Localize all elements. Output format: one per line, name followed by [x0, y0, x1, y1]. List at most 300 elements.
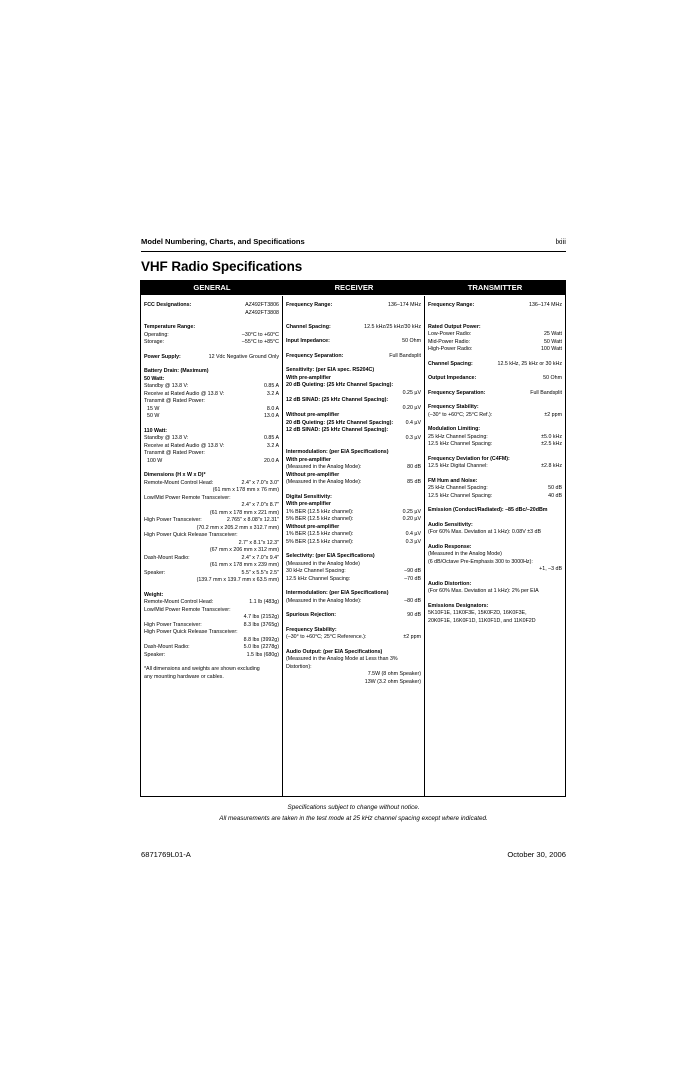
spec-value: 136–174 MHz — [388, 302, 421, 308]
spec-row — [144, 458, 279, 466]
spacer — [428, 574, 562, 581]
spec-label: 12.5 kHz Channel Spacing: — [428, 441, 493, 447]
spec-value: ±2.8 kHz — [541, 463, 562, 469]
spec-value: 7.5W (8 ohm Speaker) — [367, 671, 421, 677]
spec-row — [428, 426, 562, 434]
spec-value: 0.4 µV — [405, 419, 421, 426]
spec-row — [428, 456, 562, 464]
spec-label: Standby @ 13.8 V: — [144, 383, 189, 389]
spec-value: (61 mm x 178 mm x 221 mm) — [209, 509, 279, 516]
spec-row — [428, 507, 562, 515]
spacer — [428, 449, 562, 456]
spec-row — [286, 472, 421, 480]
spec-row — [144, 525, 279, 533]
spec-label: Transmit @ Rated Power: — [144, 450, 205, 456]
spec-label: Frequency Range: — [428, 302, 475, 308]
spec-value: ±2.5 kHz — [541, 441, 562, 447]
spacer — [286, 360, 421, 367]
spec-value: 0.25 µV — [402, 389, 421, 396]
spec-row — [428, 485, 562, 493]
spec-label: Remote-Mount Control Head: — [144, 599, 214, 605]
spec-value: Full Bandsplit — [530, 389, 562, 396]
spec-row — [428, 566, 562, 574]
spec-row — [286, 612, 421, 620]
spec-row — [144, 391, 279, 399]
spec-label: Without pre-amplifier — [286, 471, 340, 478]
spec-row — [428, 404, 562, 412]
spec-value: 0.3 µV — [405, 434, 421, 441]
spec-label: 5K10F1E, 11K0F3E, 15K0F2D, 16K0F3E, — [428, 610, 527, 616]
spec-value: –30°C to +60°C — [241, 331, 279, 338]
spec-label — [286, 435, 421, 443]
spec-value: –80 dB — [404, 597, 421, 604]
spec-label: Spurious Rejection: — [286, 612, 337, 618]
spec-label: Frequency Separation: — [428, 389, 486, 396]
page-footer — [141, 850, 566, 859]
spec-row — [286, 656, 421, 664]
spacer — [144, 421, 279, 428]
spec-value: 50 dB — [548, 485, 562, 491]
spec-row — [144, 540, 279, 548]
spec-value: 13.0 A — [263, 413, 279, 419]
spacer — [428, 397, 562, 404]
spec-row — [144, 562, 279, 570]
spec-label: 15 W — [147, 405, 160, 412]
spec-label: Remote-Mount Control Head: — [144, 479, 214, 486]
spec-row — [286, 524, 421, 532]
spec-label: 12 dB SINAD: (25 kHz Channel Spacing): — [286, 427, 389, 433]
spacer — [286, 346, 421, 353]
spec-row — [428, 463, 562, 471]
spec-label: (Measured in the Analog Mode): — [286, 464, 362, 470]
spec-row — [144, 502, 279, 510]
spec-row — [144, 383, 279, 391]
spec-label: Output Impedance: — [428, 375, 477, 381]
spec-label: Without pre-amplifier — [286, 412, 340, 418]
spec-value: (139.7 mm x 139.7 mm x 63.5 mm) — [196, 577, 279, 583]
spec-label — [286, 405, 421, 413]
spec-label: 1% BER (12.5 kHz channel): — [286, 508, 354, 515]
spec-value: 20.0 A — [263, 457, 279, 464]
spec-row — [144, 310, 279, 318]
spacer — [286, 546, 421, 553]
spec-value: 2.4" x 7.0"x 9.4" — [241, 554, 279, 561]
spec-row — [144, 629, 279, 637]
spacer — [286, 583, 421, 590]
spec-row — [144, 368, 279, 376]
transmitter-column — [425, 296, 565, 796]
spec-label: FM Hum and Noise: — [428, 477, 478, 484]
spec-value: 3.2 A — [266, 390, 279, 397]
spec-row — [144, 622, 279, 630]
spacer — [428, 310, 562, 317]
spec-label: Sensitivity: (per EIA spec. RS204C) — [286, 367, 375, 373]
spacer — [428, 419, 562, 426]
spec-label: 20 dB Quieting: (25 kHz Channel Spacing): — [286, 419, 394, 426]
spec-label: (Measured in the Analog Mode) — [428, 551, 502, 557]
spec-row — [428, 339, 562, 347]
spec-label: Dash-Mount Radio: — [144, 554, 190, 561]
spec-value: AZ492FT3806 — [245, 302, 279, 308]
spec-row — [428, 603, 562, 611]
spec-value: 13W (3.2 ohm Speaker) — [364, 678, 421, 685]
spec-value: 5.5" x 5.5"x 2.5" — [241, 569, 279, 576]
spec-row — [144, 592, 279, 600]
spec-row — [144, 637, 279, 645]
spec-label: High Power Quick Release Transceiver: — [144, 532, 238, 538]
spec-row — [144, 450, 279, 458]
spec-label: 1% BER (12.5 kHz channel): — [286, 531, 354, 537]
spec-row — [286, 457, 421, 465]
spec-value: 100 Watt — [540, 346, 562, 352]
spec-row — [428, 478, 562, 486]
spec-value: 50 Ohm — [402, 338, 421, 344]
spec-label: 12.5 kHz Digital Channel: — [428, 463, 488, 469]
spec-label: Low/Mid Power Remote Transceiver: — [144, 494, 231, 501]
spec-value: +1, –3 dB — [539, 566, 562, 572]
spec-label: Transmit @ Rated Power: — [144, 398, 205, 404]
spec-row — [144, 332, 279, 340]
spacer — [428, 537, 562, 544]
spec-value: 12.5 kHz, 25 kHz or 30 kHz — [497, 360, 562, 367]
spec-row — [286, 353, 421, 361]
spec-label: Standby @ 13.8 V: — [144, 435, 189, 441]
spec-label: Channel Spacing: — [286, 323, 331, 330]
receiver-column — [283, 296, 425, 796]
spec-value: –55°C to +85°C — [241, 339, 279, 345]
spec-label: Input Impedance: — [286, 338, 330, 344]
spec-row — [428, 346, 562, 354]
spec-row — [286, 367, 421, 375]
spec-value: ±2 ppm — [544, 411, 562, 418]
spec-row — [144, 547, 279, 555]
table-header — [141, 281, 565, 295]
spec-label: Power Supply: — [144, 353, 181, 360]
spec-row — [286, 324, 421, 332]
spec-row — [144, 599, 279, 607]
spec-row — [144, 443, 279, 451]
spec-value: ±2 ppm — [403, 634, 421, 640]
spec-row — [428, 529, 562, 537]
spec-row — [286, 598, 421, 606]
spacer — [286, 442, 421, 449]
spec-value: 12.5 kHz/25 kHz/30 kHz — [364, 323, 421, 330]
spec-value: 2.765" x 8.08"x 12.31" — [226, 517, 279, 523]
spec-label: Digital Sensitivity: — [286, 493, 332, 500]
spec-label: 20K0F1E, 16K0F1D, 11K0F1D, and 11K0F2D — [428, 617, 536, 624]
spec-row — [144, 510, 279, 518]
spec-row — [286, 553, 421, 561]
spec-label: Audio Response: — [428, 543, 472, 550]
general-column — [141, 296, 283, 796]
spec-value: 2.7" x 8.1"x 12.3" — [238, 539, 279, 546]
spec-label: (–30° to +60°C; 25°C Ref.): — [428, 411, 493, 418]
spec-label: 12 dB SINAD: (25 kHz Channel Spacing): — [286, 397, 389, 403]
spec-row — [144, 607, 279, 615]
spec-value: (61 mm x 178 mm x 76 mm) — [212, 487, 279, 493]
spec-label: (Measured in the Analog Mode at Less than 3% — [286, 656, 398, 662]
spec-value: 1.1 lb (483g) — [249, 599, 279, 605]
spec-value: 50 Ohm — [543, 375, 562, 381]
spec-label: any mounting hardware or cables. — [144, 673, 224, 680]
spec-label: Frequency Stability: — [428, 404, 479, 410]
spec-row — [428, 493, 562, 501]
spec-label: Speaker: — [144, 651, 166, 658]
spec-row — [286, 501, 421, 509]
spec-label: Frequency Separation: — [286, 352, 344, 359]
spec-value: 3.2 A — [266, 442, 279, 449]
spec-row — [144, 480, 279, 488]
spacer — [286, 642, 421, 649]
spec-label: Emission (Conduct/Radiated): –85 dBc/–20dBm — [428, 507, 548, 513]
spec-label: Battery Drain: (Maximum) — [144, 368, 209, 374]
spec-row — [428, 551, 562, 559]
spec-value: 0.3 µV — [405, 538, 421, 545]
spec-row — [144, 354, 279, 362]
spec-label: Operating: — [144, 331, 169, 338]
spec-row — [286, 671, 421, 679]
spacer — [144, 347, 279, 354]
spec-value: 5.0 lbs (2278g) — [243, 644, 279, 650]
spec-label: (Measured in the Analog Mode): — [286, 597, 362, 604]
spec-value: Full Bandsplit — [389, 352, 421, 359]
doc-date: October 30, 2006 — [507, 850, 566, 859]
spec-label: Without pre-amplifier — [286, 523, 340, 530]
spacer — [428, 471, 562, 478]
spec-label: (Measured in the Analog Mode) — [286, 560, 360, 567]
spec-row — [428, 412, 562, 420]
spacer — [144, 361, 279, 368]
spacer — [144, 465, 279, 472]
spec-value: 0.4 µV — [405, 531, 421, 537]
spec-value: 8.3 lbs (3765g) — [243, 621, 279, 628]
spec-row — [286, 561, 421, 569]
spec-row — [144, 435, 279, 443]
spec-row — [286, 427, 421, 435]
spacer — [428, 515, 562, 522]
note-specs-change: Specifications subject to change without notice. — [287, 804, 420, 811]
spec-row — [286, 539, 421, 547]
spec-row — [286, 664, 421, 672]
spec-label: With pre-amplifier — [286, 456, 331, 463]
spec-label: Frequency Range: — [286, 302, 333, 308]
spacer — [144, 317, 279, 324]
spec-label: Receive at Rated Audio @ 13.8 V: — [144, 442, 225, 449]
spacer — [428, 354, 562, 361]
section-title: Model Numbering, Charts, and Specifications — [141, 237, 305, 246]
spec-row — [428, 610, 562, 618]
spec-row — [428, 588, 562, 596]
spec-row — [144, 302, 279, 310]
spec-row — [144, 652, 279, 660]
spec-row — [286, 449, 421, 457]
spec-value: –90 dB — [404, 568, 421, 574]
spec-row — [286, 634, 421, 642]
spec-row — [428, 559, 562, 567]
spec-value: 4.7 lbs (2152g) — [243, 614, 279, 620]
spec-row — [428, 361, 562, 369]
spec-label: 12.5 kHz Channel Spacing: — [286, 575, 351, 582]
spec-value: 0.20 µV — [402, 404, 421, 411]
spacer — [428, 383, 562, 390]
page-title: VHF Radio Specifications — [141, 259, 303, 274]
spec-label: Audio Distortion: — [428, 580, 472, 587]
spec-label: 30 kHz Channel Spacing: — [286, 568, 346, 574]
spec-row — [144, 376, 279, 384]
spec-row — [144, 577, 279, 585]
spec-label: With pre-amplifier — [286, 501, 331, 507]
spec-row — [428, 618, 562, 626]
spec-label: High-Power Radio: — [428, 346, 473, 352]
spec-label: (6 dB/Octave Pre-Emphasis 300 to 3000Hz): — [428, 558, 533, 565]
spec-row — [144, 339, 279, 347]
spec-label: 100 W — [147, 457, 163, 464]
spec-row — [286, 627, 421, 635]
spec-value: –70 dB — [404, 575, 421, 582]
spec-value: (67 mm x 206 mm x 312 mm) — [209, 547, 279, 553]
spec-value: AZ492FT3808 — [245, 309, 279, 316]
spec-label: 50 W — [147, 413, 160, 419]
spec-label: Low/Mid Power Remote Transceiver: — [144, 606, 231, 613]
doc-number: 6871769L01-A — [141, 850, 191, 859]
spec-row — [286, 679, 421, 687]
spec-value: (61 mm x 178 mm x 239 mm) — [209, 562, 279, 568]
spec-label: Audio Sensitivity: — [428, 521, 473, 528]
spec-value: 8.8 lbs (3992g) — [243, 636, 279, 643]
spec-row — [144, 517, 279, 525]
spec-row — [428, 522, 562, 530]
spec-label: *All dimensions and weights are shown excluding — [144, 666, 260, 672]
spec-row — [144, 428, 279, 436]
spec-row — [286, 494, 421, 502]
spec-label: Frequency Deviation for (C4FM): — [428, 455, 510, 462]
spec-row — [428, 390, 562, 398]
spec-label: Selectivity: (per EIA Specifications) — [286, 553, 375, 559]
spec-row — [286, 464, 421, 472]
spec-row — [286, 479, 421, 487]
spec-value: (70.2 mm x 205.2 mm x 312.7 mm) — [196, 524, 279, 531]
spec-row — [428, 434, 562, 442]
spec-label: Speaker: — [144, 569, 166, 576]
spec-value: 0.85 A — [263, 435, 279, 441]
spec-row — [144, 666, 279, 674]
spec-row — [286, 509, 421, 517]
spec-row — [286, 568, 421, 576]
spec-row — [286, 397, 421, 405]
spec-value: 0.85 A — [263, 383, 279, 389]
spec-label: Channel Spacing: — [428, 360, 473, 367]
spacer — [286, 317, 421, 324]
spacer — [144, 659, 279, 666]
spec-label: 20 dB Quieting: (25 kHz Channel Spacing): — [286, 382, 394, 388]
spec-value: 8.0 A — [266, 405, 279, 412]
spec-label: Frequency Stability: — [286, 626, 337, 633]
spec-row — [286, 302, 421, 310]
spec-value: 0.25 µV — [402, 508, 421, 515]
spec-row — [144, 324, 279, 332]
spec-label — [286, 390, 421, 398]
spacer — [286, 620, 421, 627]
spec-label: (–30° to +60°C; 25°C Reference.): — [286, 634, 367, 640]
spec-label: 5% BER (12.5 kHz channel): — [286, 516, 354, 522]
spec-row — [428, 581, 562, 589]
spec-row — [144, 406, 279, 414]
spec-row — [286, 412, 421, 420]
spec-row — [286, 435, 421, 443]
spec-value: 50 Watt — [543, 338, 562, 345]
spec-label: Intermodulation: (per EIA Specifications) — [286, 590, 389, 596]
header-rule — [141, 251, 566, 252]
spec-value: 136–174 MHz — [529, 302, 562, 308]
spec-label: Distortion): — [286, 663, 312, 670]
spec-row — [144, 644, 279, 652]
spec-label: 50 Watt: — [144, 375, 165, 382]
spec-label: Temperature Range: — [144, 324, 196, 330]
spec-label: Modulation Limiting: — [428, 426, 481, 432]
spec-row — [286, 338, 421, 346]
spec-row — [144, 472, 279, 480]
spec-row — [286, 405, 421, 413]
spacer — [428, 596, 562, 603]
spacer — [428, 500, 562, 507]
page-number: lxiii — [555, 237, 566, 246]
spec-row — [144, 398, 279, 406]
spec-label: Dimensions (H x W x D)* — [144, 472, 206, 478]
spec-label: Mid-Power Radio: — [428, 338, 471, 345]
spec-label: Storage: — [144, 339, 165, 345]
spec-label: Emissions Designators: — [428, 602, 489, 609]
spacer — [286, 487, 421, 494]
spec-row — [144, 674, 279, 682]
spec-label: 12.5 kHz Channel Spacing: — [428, 492, 493, 499]
spec-row — [428, 375, 562, 383]
spec-value: 40 dB — [548, 492, 562, 499]
col-header-transmitter: TRANSMITTER — [467, 283, 523, 292]
spec-label: High Power Quick Release Transceiver: — [144, 629, 238, 635]
spec-label: Intermodulation: (per EIA Specifications) — [286, 449, 389, 455]
spec-row — [286, 382, 421, 390]
spec-row — [428, 302, 562, 310]
note-measurements: All measurements are taken in the test mode at 25 kHz channel spacing except where indicated. — [219, 815, 488, 822]
spacer — [286, 331, 421, 338]
spec-label: High Power Transceiver: — [144, 621, 202, 628]
spec-row — [144, 495, 279, 503]
spec-row — [286, 576, 421, 584]
spec-row — [144, 614, 279, 622]
spec-label: Audio Output: (per EIA Specifications) — [286, 648, 383, 655]
spec-label: Dash-Mount Radio: — [144, 644, 190, 650]
spec-row — [144, 487, 279, 495]
spec-value: 90 dB — [407, 612, 421, 618]
spec-value: 0.20 µV — [402, 516, 421, 522]
col-header-general: GENERAL — [193, 283, 231, 292]
spec-label: 25 kHz Channel Spacing: — [428, 485, 488, 491]
spec-label: 25 kHz Channel Spacing: — [428, 433, 488, 440]
spec-row — [144, 555, 279, 563]
spec-label: Low-Power Radio: — [428, 331, 472, 337]
spec-table — [140, 280, 566, 797]
spec-value: 85 dB — [407, 479, 421, 485]
spec-label: Rated Output Power: — [428, 323, 481, 330]
spec-row — [428, 544, 562, 552]
spec-label: 5% BER (12.5 kHz channel): — [286, 538, 354, 545]
spec-label: High Power Transceiver: — [144, 517, 202, 523]
spec-value: 2.4" x 7.0"x 8.7" — [241, 502, 279, 508]
spec-row — [144, 570, 279, 578]
spec-row — [286, 590, 421, 598]
spacer — [286, 605, 421, 612]
spec-label: Receive at Rated Audio @ 13.8 V: — [144, 390, 225, 397]
